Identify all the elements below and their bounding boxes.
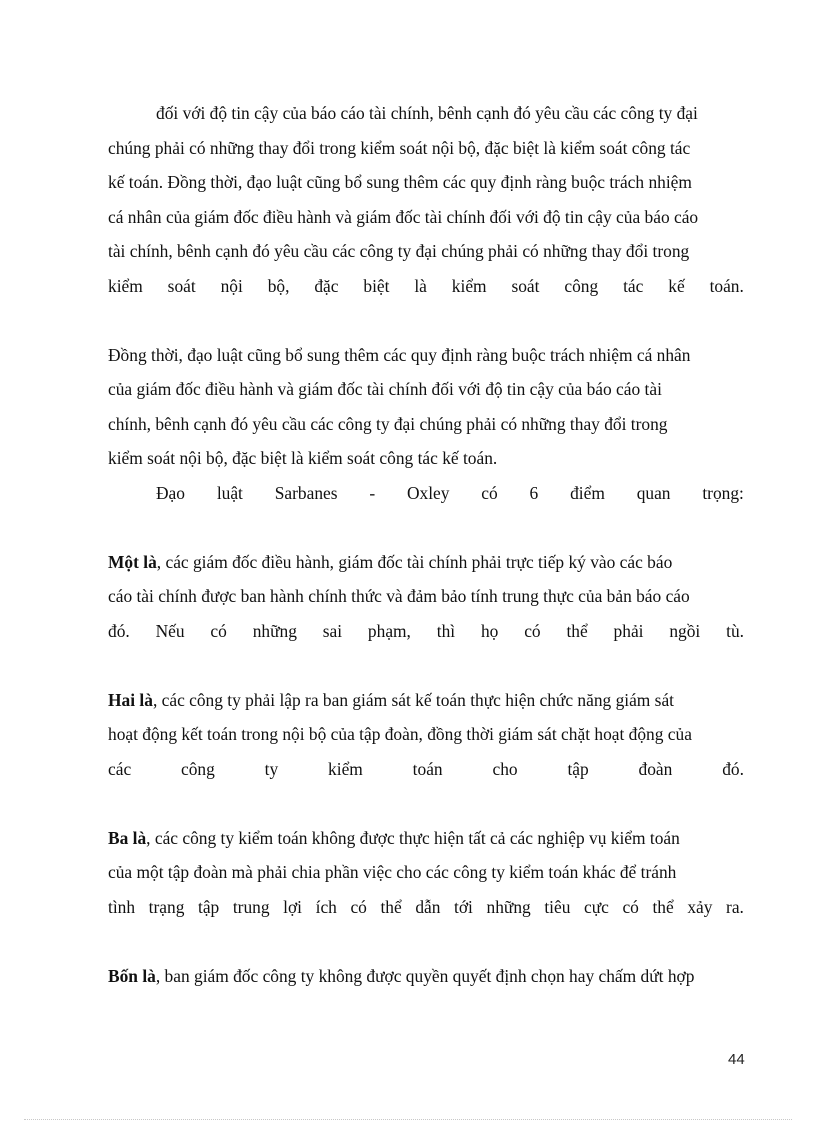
point-label: Ba là bbox=[108, 827, 147, 848]
page-bottom-divider bbox=[24, 1119, 792, 1120]
word: ra. bbox=[726, 896, 744, 917]
word: đoàn bbox=[638, 758, 673, 779]
word: có bbox=[210, 620, 227, 641]
word: ngồi bbox=[669, 620, 701, 641]
word: các bbox=[108, 758, 132, 779]
text-line: kế toán. Đồng thời, đạo luật cũng bổ sung thêm các quy định ràng buộc trách nhiệm bbox=[108, 172, 692, 192]
word: xảy bbox=[687, 896, 713, 917]
word: kiểm bbox=[328, 758, 363, 779]
word: dẫn bbox=[415, 896, 441, 917]
word: những bbox=[486, 896, 531, 917]
word: là bbox=[414, 275, 427, 296]
word: kiểm bbox=[108, 275, 143, 296]
word: trung bbox=[232, 896, 270, 917]
word: Nếu bbox=[155, 620, 185, 641]
word: tù. bbox=[726, 620, 744, 641]
word: - bbox=[369, 482, 376, 503]
word: 6 bbox=[529, 482, 539, 503]
point-1 bbox=[108, 545, 744, 649]
page-number: 44 bbox=[728, 1051, 745, 1068]
word: bộ, bbox=[267, 275, 290, 296]
word: công bbox=[181, 758, 215, 779]
word: đó. bbox=[722, 758, 744, 779]
word: tiêu bbox=[544, 896, 571, 917]
point-2 bbox=[108, 683, 744, 787]
text-line bbox=[108, 821, 744, 856]
word: toán. bbox=[709, 275, 744, 296]
point-label: Một là bbox=[108, 551, 157, 572]
word: trạng bbox=[148, 896, 185, 917]
paragraph-gap bbox=[108, 924, 744, 959]
text-line bbox=[108, 959, 744, 994]
justified-line bbox=[108, 890, 744, 925]
word: có bbox=[524, 620, 541, 641]
text-line: cá nhân của giám đốc điều hành và giám đốc tài chính đối với độ tin cậy của báo cáo bbox=[108, 206, 699, 227]
word: phạm, bbox=[367, 620, 411, 641]
paragraph-gap bbox=[108, 648, 744, 683]
paragraph-1 bbox=[108, 96, 744, 303]
word: tập bbox=[197, 896, 220, 917]
word: kế bbox=[668, 275, 685, 296]
point-label: Bốn là bbox=[108, 965, 156, 986]
text-line: cáo tài chính được ban hành chính thức và đảm bảo tính trung thực của bản báo cáo bbox=[108, 586, 690, 606]
text-line: của giám đốc điều hành và giám đốc tài chính đối với độ tin cậy của báo cáo tài bbox=[108, 379, 662, 399]
word: công bbox=[564, 275, 599, 296]
text-line: tài chính, bênh cạnh đó yêu cầu các công ty đại chúng phải có những thay đổi trong bbox=[108, 241, 690, 261]
word: biệt bbox=[363, 275, 390, 296]
word: tình bbox=[108, 896, 136, 917]
word: lợi bbox=[283, 896, 303, 917]
word: cho bbox=[492, 758, 518, 779]
word: ích bbox=[315, 896, 337, 917]
paragraph-2 bbox=[108, 338, 744, 476]
word: Sarbanes bbox=[274, 482, 338, 503]
intro-line bbox=[108, 476, 744, 511]
word: Đạo bbox=[156, 482, 185, 503]
point-text: , các công ty phải lập ra ban giám sát kế toán thực hiện chức năng giám sát bbox=[152, 689, 675, 710]
word: có bbox=[350, 896, 367, 917]
text-line: chúng phải có những thay đổi trong kiểm soát nội bộ, đặc biệt là kiểm soát công tác bbox=[108, 137, 691, 158]
word: trọng: bbox=[702, 482, 744, 503]
point-text: , ban giám đốc công ty không được quyền quyết định chọn hay chấm dứt hợp bbox=[155, 965, 695, 986]
word: kiểm bbox=[451, 275, 487, 296]
word: phải bbox=[613, 620, 644, 641]
word: Oxley bbox=[406, 482, 450, 503]
text-line: chính, bênh cạnh đó yêu cầu các công ty đại chúng phải có những thay đổi trong bbox=[108, 413, 668, 434]
word: có bbox=[622, 896, 639, 917]
text-line: kiểm soát nội bộ, đặc biệt là kiểm soát công tác kế toán. bbox=[108, 448, 498, 468]
justified-line bbox=[108, 752, 744, 787]
word: thì bbox=[436, 620, 456, 641]
text-line: đối với độ tin cậy của báo cáo tài chính, bênh cạnh đó yêu cầu các công ty đại bbox=[156, 103, 698, 123]
text-line bbox=[108, 683, 744, 718]
point-3 bbox=[108, 821, 744, 925]
paragraph-gap bbox=[108, 510, 744, 545]
text-line: Đồng thời, đạo luật cũng bổ sung thêm các quy định ràng buộc trách nhiệm cá nhân bbox=[108, 344, 691, 365]
text-line bbox=[108, 545, 744, 580]
word: tác bbox=[623, 275, 644, 296]
point-label: Hai là bbox=[108, 689, 153, 710]
document-body bbox=[108, 96, 744, 993]
word: thể bbox=[380, 896, 402, 917]
word: tập bbox=[567, 758, 589, 779]
word: soát bbox=[167, 275, 196, 296]
word: đặc bbox=[314, 275, 339, 296]
word: những bbox=[252, 620, 297, 641]
paragraph-gap bbox=[108, 786, 744, 821]
word: luật bbox=[216, 482, 243, 503]
point-text: , các giám đốc điều hành, giám đốc tài chính phải trực tiếp ký vào các báo bbox=[156, 551, 673, 572]
word: họ bbox=[480, 620, 499, 641]
point-4 bbox=[108, 959, 744, 994]
word: tới bbox=[454, 896, 473, 917]
justified-line bbox=[108, 614, 744, 649]
justified-line bbox=[108, 269, 744, 304]
paragraph-gap bbox=[108, 303, 744, 338]
word: điểm bbox=[570, 482, 605, 503]
word: thể bbox=[652, 896, 674, 917]
word: đó. bbox=[108, 620, 130, 641]
word: có bbox=[481, 482, 498, 503]
word: soát bbox=[511, 275, 540, 296]
word: ty bbox=[264, 758, 279, 779]
text-line: của một tập đoàn mà phải chia phần việc cho các công ty kiểm toán khác để tránh bbox=[108, 862, 677, 882]
text-line: hoạt động kết toán trong nội bộ của tập đoàn, đồng thời giám sát chặt hoạt động của bbox=[108, 724, 692, 744]
word: quan bbox=[636, 482, 671, 503]
word: sai bbox=[322, 620, 343, 641]
word: cực bbox=[583, 896, 609, 917]
word: thể bbox=[566, 620, 588, 641]
point-text: , các công ty kiểm toán không được thực hiện tất cả các nghiệp vụ kiểm toán bbox=[146, 827, 680, 848]
word: nội bbox=[220, 275, 243, 296]
word: toán bbox=[412, 758, 443, 779]
